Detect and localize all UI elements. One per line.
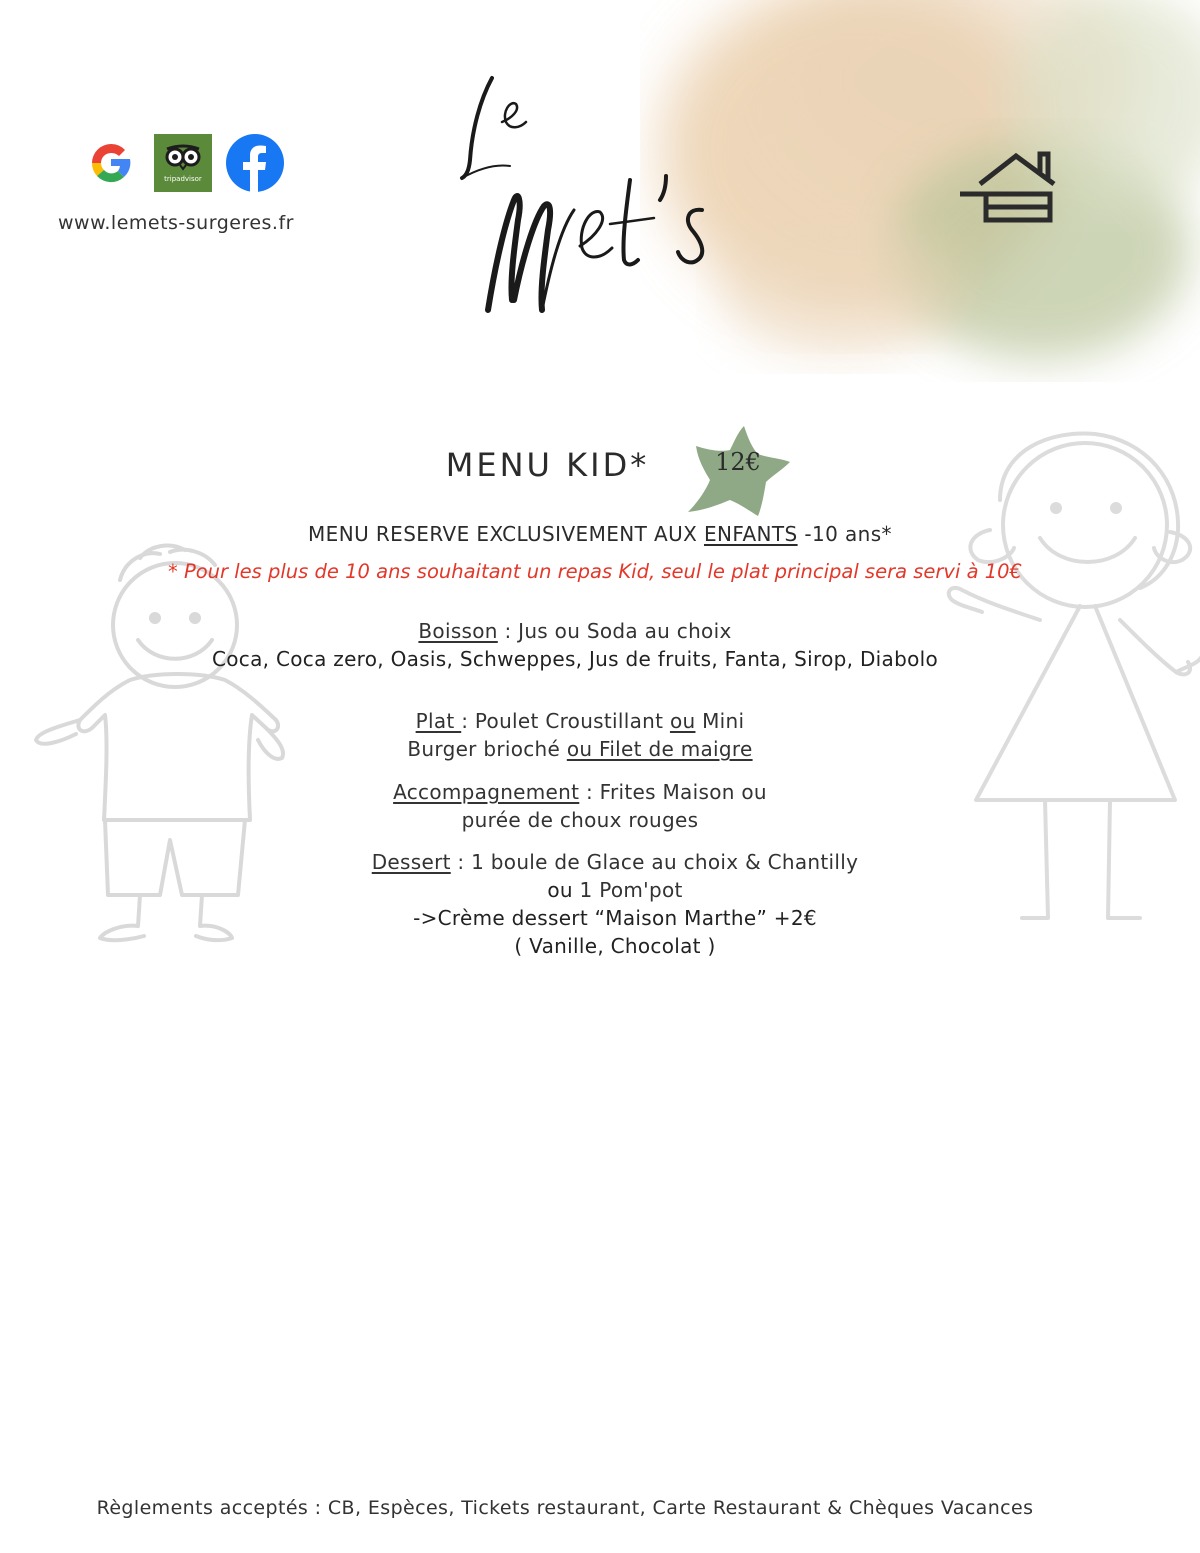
boisson-options: Coca, Coca zero, Oasis, Schweppes, Jus de fruits, Fanta, Sirop, Diabolo bbox=[212, 647, 938, 671]
menu-title: MENU KID* bbox=[445, 446, 650, 484]
section-dessert: Dessert : 1 boule de Glace au choix & Chantilly ou 1 Pom'pot ->Crème dessert “Maison Marthe” +2€ ( Vanille, Chocolat ) bbox=[371, 850, 859, 958]
menu-price: 12€ bbox=[715, 448, 761, 476]
age-note: * Pour les plus de 10 ans souhaitant un repas Kid, seul le plat principal sera servi à 10€ bbox=[168, 560, 1022, 583]
social-icons bbox=[82, 134, 284, 192]
dessert-label: Dessert bbox=[371, 850, 451, 874]
google-icon[interactable] bbox=[82, 134, 140, 192]
restaurant-logo bbox=[440, 60, 760, 330]
menu-subtitle: MENU RESERVE EXCLUSIVEMENT AUX ENFANTS -10 ans* bbox=[308, 522, 892, 546]
plat-label: Plat bbox=[415, 709, 462, 733]
boisson-label: Boisson bbox=[418, 619, 498, 643]
tripadvisor-icon[interactable] bbox=[154, 134, 212, 192]
facebook-icon[interactable] bbox=[226, 134, 284, 192]
house-icon bbox=[958, 150, 1066, 224]
accompagnement-label: Accompagnement bbox=[393, 780, 580, 804]
svg-text:tripadvisor: tripadvisor bbox=[164, 175, 202, 183]
section-plat: Plat : Poulet Croustillant ou Mini Burger brioché ou Filet de maigre bbox=[407, 709, 753, 761]
website-link[interactable]: www.lemets-surgeres.fr bbox=[58, 212, 294, 234]
payment-methods: Règlements acceptés : CB, Espèces, Tickets restaurant, Carte Restaurant & Chèques Vacances bbox=[96, 1497, 1034, 1519]
section-boisson: Boisson : Jus ou Soda au choix Coca, Coca zero, Oasis, Schweppes, Jus de fruits, Fanta, Sirop, Diabolo bbox=[0, 617, 1150, 673]
section-accompagnement: Accompagnement : Frites Maison ou purée de choux rouges bbox=[393, 780, 767, 832]
